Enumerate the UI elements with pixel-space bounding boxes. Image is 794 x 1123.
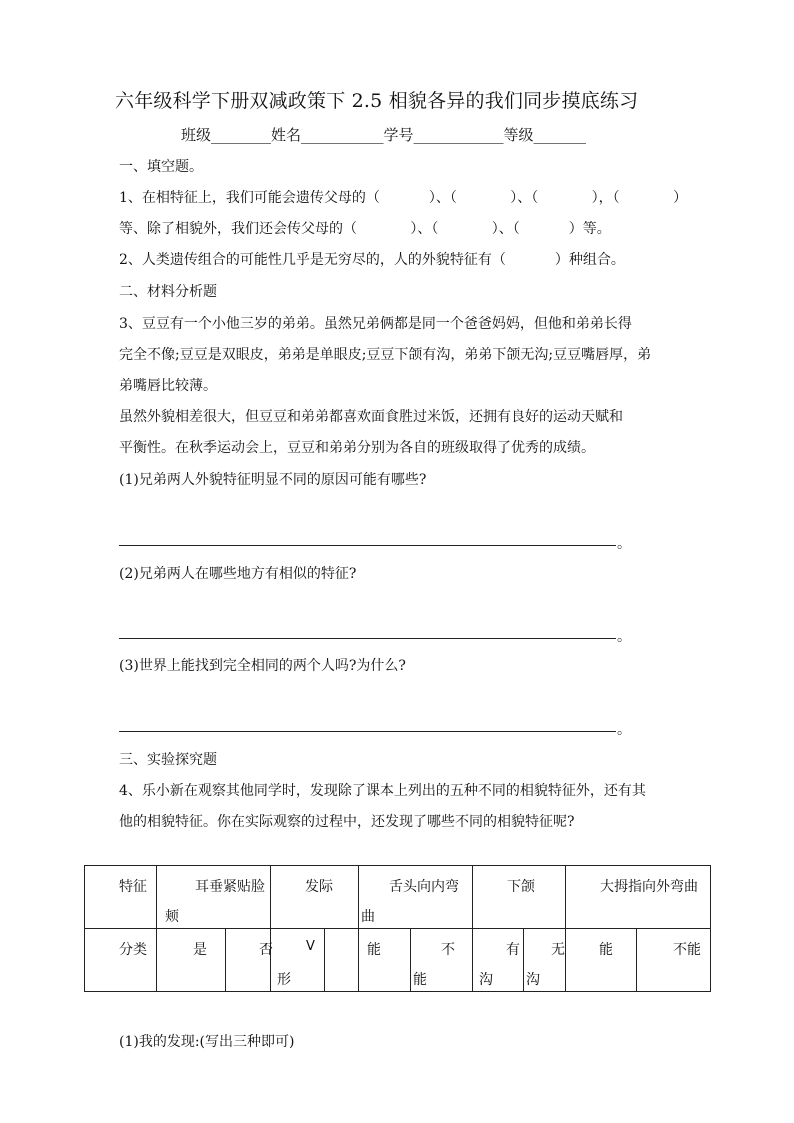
question1-line1: 1、在相特征上，我们可能会遗传父母的（ ）、（ ）、（ ），（ ） (119, 190, 688, 206)
feature-thumb-label: 大拇指向外弯曲 (600, 879, 698, 895)
feature-thumb-cell (566, 866, 711, 929)
feature-tongue-line1: 舌头向内弯 (389, 879, 459, 895)
question1-line2: 等、除了相貌外，我们还会传父母的（ ）、（ ）、（ ）等。 (119, 221, 611, 237)
tongue-can-label: 能 (367, 942, 381, 958)
hairline-v-line2: 形 (277, 972, 291, 988)
section1-heading: 一、填空题。 (119, 159, 203, 175)
answer-line-2[interactable] (119, 638, 616, 639)
thumb-can-cell[interactable] (566, 929, 637, 992)
thumb-cannot-label: 不能 (673, 942, 701, 958)
features-table (84, 865, 711, 992)
tongue-cannot-line2: 能 (413, 972, 427, 988)
tongue-can-cell[interactable] (359, 929, 411, 992)
earlobe-no-cell[interactable] (226, 929, 271, 992)
earlobe-yes-cell[interactable] (157, 929, 226, 992)
feature-header-label: 特征 (119, 879, 147, 895)
question3-line3: 弟嘴唇比较薄。 (119, 378, 217, 394)
page-title: 六年级科学下册双减政策下 2.5 相貌各异的我们同步摸底练习 (115, 90, 639, 112)
student-info-line: 班级________姓名___________学号____________等级_______ (181, 126, 587, 144)
table-row-categories (85, 929, 711, 992)
question2: 2、人类遗传组合的可能性几乎是无穷尽的，人的外貌特征有（ ）种组合。 (119, 252, 625, 268)
question4-line2: 他的相貌特征。你在实际观察的过程中，还发现了哪些不同的相貌特征呢? (119, 814, 575, 830)
feature-hairline-cell (271, 866, 359, 929)
section2-heading: 二、材料分析题 (119, 284, 217, 300)
section3-heading: 三、实验探究题 (119, 752, 217, 768)
answer-line-1[interactable] (119, 545, 616, 546)
feature-earlobe-line1: 耳垂紧贴脸 (195, 879, 265, 895)
chin-groove-line2: 沟 (479, 972, 493, 988)
feature-tongue-cell (359, 866, 473, 929)
answer-line-1-end: 。 (617, 536, 631, 552)
hairline-straight-cell[interactable] (325, 929, 359, 992)
chin-nogroove-cell[interactable] (524, 929, 566, 992)
question4-line1: 4、乐小新在观察其他同学时，发现除了课本上列出的五种不同的相貌特征外，还有其 (119, 783, 646, 799)
category-header-label: 分类 (119, 942, 147, 958)
finding-prompt: (1)我的发现:(写出三种即可) (119, 1034, 295, 1050)
chin-groove-cell[interactable] (473, 929, 524, 992)
question3-line2: 完全不像;豆豆是双眼皮，弟弟是单眼皮;豆豆下颌有沟，弟弟下颌无沟;豆豆嘴唇厚，弟 (119, 347, 652, 363)
table-row-features (85, 866, 711, 929)
question3-line4: 虽然外貌相差很大，但豆豆和弟弟都喜欢面食胜过米饭，还拥有良好的运动天赋和 (119, 409, 623, 425)
answer-line-2-end: 。 (617, 629, 631, 645)
category-header-cell (85, 929, 157, 992)
chin-groove-line1: 有 (506, 942, 520, 958)
subquestion-1: (1)兄弟两人外貌特征明显不同的原因可能有哪些? (119, 472, 427, 488)
feature-earlobe-cell (157, 866, 271, 929)
earlobe-yes-label: 是 (193, 942, 207, 958)
question3-line1: 3、豆豆有一个小他三岁的弟弟。虽然兄弟俩都是同一个爸爸妈妈，但他和弟弟长得 (119, 316, 632, 332)
earlobe-no-label: 否 (259, 942, 273, 958)
chin-nogroove-line2: 沟 (526, 972, 540, 988)
answer-line-3[interactable] (119, 731, 616, 732)
feature-hairline-label: 发际 (305, 879, 333, 895)
feature-chin-cell (473, 866, 566, 929)
feature-tongue-line2: 曲 (361, 909, 375, 925)
subquestion-3: (3)世界上能找到完全相同的两个人吗?为什么? (119, 658, 406, 674)
feature-header-cell (85, 866, 157, 929)
chin-nogroove-line1: 无 (551, 942, 565, 958)
hairline-v-cell[interactable] (271, 929, 325, 992)
question3-line5: 平衡性。在秋季运动会上，豆豆和弟弟分别为各自的班级取得了优秀的成绩。 (119, 440, 595, 456)
feature-earlobe-line2: 颊 (165, 909, 179, 925)
subquestion-2: (2)兄弟两人在哪些地方有相似的特征? (119, 566, 357, 582)
thumb-cannot-cell[interactable] (637, 929, 711, 992)
feature-chin-label: 下颌 (507, 879, 535, 895)
thumb-can-label: 能 (599, 942, 613, 958)
answer-line-3-end: 。 (617, 722, 631, 738)
tongue-cannot-cell[interactable] (411, 929, 473, 992)
tongue-cannot-line1: 不 (441, 942, 455, 958)
hairline-v-line1: V (306, 939, 315, 954)
